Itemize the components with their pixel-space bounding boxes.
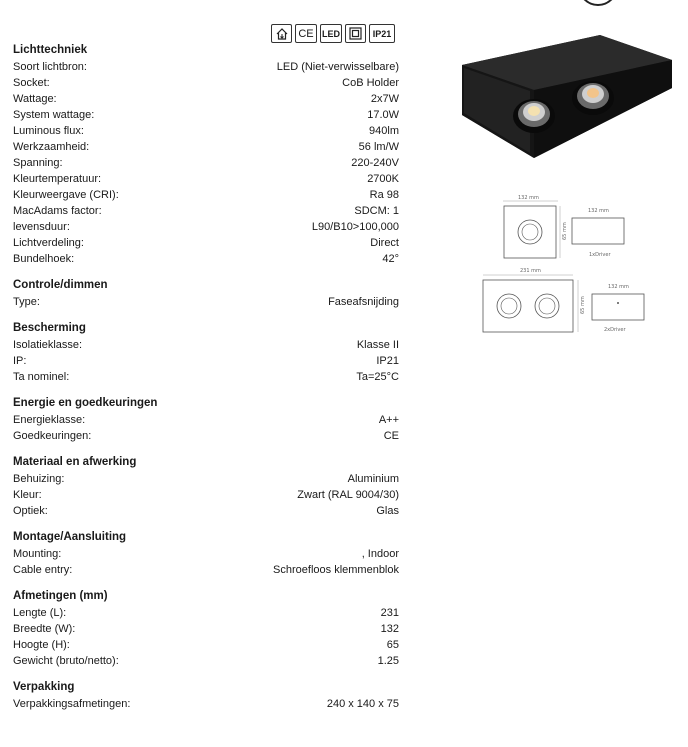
section-title: Lichttechniek: [13, 44, 88, 56]
section-title: Afmetingen (mm): [13, 590, 108, 602]
spec-value: Zwart (RAL 9004/30): [297, 489, 399, 501]
spec-value: 2x7W: [370, 93, 399, 105]
spec-value: 1.25: [377, 655, 399, 667]
spec-key: Ta nominel:: [13, 371, 70, 383]
spec-row: [13, 155, 399, 171]
spec-section: [13, 395, 399, 444]
spec-row: [13, 219, 399, 235]
spec-key: Breedte (W):: [13, 623, 76, 635]
spec-key: Behuizing:: [13, 473, 65, 485]
spec-key: Verpakkingsafmetingen:: [13, 698, 131, 710]
section-title: Energie en goedkeuringen: [13, 397, 158, 409]
spec-key: Hoogte (H):: [13, 639, 70, 651]
spec-value: 220-240V: [351, 157, 399, 169]
d1-width-label: 132 mm: [518, 195, 539, 201]
spec-row: [13, 337, 399, 353]
spec-key: Lichtverdeling:: [13, 237, 84, 249]
d2-width-label: 231 mm: [520, 268, 541, 274]
spec-value: LED (Niet-verwisselbare): [276, 61, 399, 73]
spec-row: [13, 59, 399, 75]
spec-key: Wattage:: [13, 93, 57, 105]
spec-value: Direct: [370, 237, 399, 249]
spec-key: Goedkeuringen:: [13, 430, 92, 442]
spec-row: [13, 91, 399, 107]
spec-value: Ta=25°C: [356, 371, 399, 383]
spec-key: Lengte (L):: [13, 607, 67, 619]
spec-key: Spanning:: [13, 157, 63, 169]
spec-key: Werkzaamheid:: [13, 141, 90, 153]
spec-row: [13, 369, 399, 385]
spec-key: Mounting:: [13, 548, 62, 560]
spec-row: [13, 562, 399, 578]
spec-row: [13, 75, 399, 91]
spec-value: 240 x 140 x 75: [326, 698, 399, 710]
spec-key: Gewicht (bruto/netto):: [13, 655, 119, 667]
spec-key: IP:: [13, 355, 27, 367]
spec-value: Aluminium: [347, 473, 399, 485]
specification-list: [13, 42, 399, 722]
spec-row: [13, 251, 399, 267]
spec-value: CE: [383, 430, 399, 442]
spec-key: Kleurweergave (CRI):: [13, 189, 119, 201]
d2-height-label: 65 mm: [580, 296, 586, 314]
spec-row: [13, 139, 399, 155]
led-icon: LED: [320, 24, 342, 43]
spec-value: IP21: [376, 355, 399, 367]
spec-key: Cable entry:: [13, 564, 73, 576]
spec-row: [13, 235, 399, 251]
spec-value: 42°: [382, 253, 399, 265]
d2-driver-label: 2xDriver: [604, 327, 626, 333]
spec-row: [13, 171, 399, 187]
spec-section: [13, 529, 399, 578]
section-title: Verpakking: [13, 681, 75, 693]
spec-section: [13, 679, 399, 712]
spec-row: [13, 637, 399, 653]
spec-row: [13, 107, 399, 123]
spec-row: [13, 696, 399, 712]
spec-value: 2700K: [367, 173, 399, 185]
spec-value: CoB Holder: [342, 77, 399, 89]
product-photo: [450, 30, 675, 185]
spec-section: [13, 277, 399, 310]
spec-key: Optiek:: [13, 505, 48, 517]
spec-key: Bundelhoek:: [13, 253, 75, 265]
spec-value: Klasse II: [356, 339, 399, 351]
spec-row: [13, 412, 399, 428]
spec-value: 17.0W: [367, 109, 399, 121]
spec-key: Soort lichtbron:: [13, 61, 87, 73]
spec-row: [13, 203, 399, 219]
spec-value: Ra 98: [369, 189, 399, 201]
spec-row: [13, 621, 399, 637]
spec-key: MacAdams factor:: [13, 205, 102, 217]
spec-key: Kleur:: [13, 489, 42, 501]
spec-key: Type:: [13, 296, 40, 308]
spec-section: [13, 42, 399, 267]
spec-value: 940lm: [369, 125, 399, 137]
section-title: Controle/dimmen: [13, 279, 108, 291]
brand-logo-fragment: [578, 0, 618, 13]
dimension-drawings: [478, 192, 658, 346]
spec-row: [13, 471, 399, 487]
house-icon: [271, 24, 292, 43]
spec-row: [13, 187, 399, 203]
spec-value: 65: [386, 639, 399, 651]
spec-key: levensduur:: [13, 221, 70, 233]
spec-value: 132: [380, 623, 399, 635]
spec-key: Kleurtemperatuur:: [13, 173, 102, 185]
ce-mark-icon: CE: [295, 24, 317, 43]
spec-value: Faseafsnijding: [328, 296, 399, 308]
spec-section: [13, 588, 399, 669]
section-title: Montage/Aansluiting: [13, 531, 127, 543]
spec-key: Socket:: [13, 77, 50, 89]
class-ii-icon: [345, 24, 366, 43]
spec-row: [13, 353, 399, 369]
spec-section: [13, 454, 399, 519]
spec-row: [13, 487, 399, 503]
spec-key: System wattage:: [13, 109, 95, 121]
section-title: Bescherming: [13, 322, 86, 334]
spec-key: Energieklasse:: [13, 414, 86, 426]
spec-value: Glas: [376, 505, 399, 517]
spec-key: Luminous flux:: [13, 125, 84, 137]
d1-driver-label: 1xDriver: [589, 252, 611, 258]
spec-row: [13, 503, 399, 519]
spec-value: Schroefloos klemmenblok: [273, 564, 399, 576]
spec-value: A++: [378, 414, 399, 426]
spec-row: [13, 123, 399, 139]
ip21-icon: IP21: [369, 24, 395, 43]
spec-row: [13, 546, 399, 562]
d1-height-label: 65 mm: [562, 222, 568, 240]
section-title: Materiaal en afwerking: [13, 456, 137, 468]
spec-value: SDCM: 1: [354, 205, 399, 217]
spec-key: Isolatieklasse:: [13, 339, 83, 351]
spec-row: [13, 653, 399, 669]
spec-row: [13, 605, 399, 621]
spec-section: [13, 320, 399, 385]
spec-row: [13, 428, 399, 444]
spec-value: , Indoor: [361, 548, 399, 560]
certification-icons: [271, 24, 395, 43]
d2-depth-label: 132 mm: [608, 284, 629, 290]
d1-depth-label: 132 mm: [588, 208, 609, 214]
spec-value: L90/B10>100,000: [311, 221, 399, 233]
spec-value: 56 lm/W: [358, 141, 399, 153]
spec-row: [13, 294, 399, 310]
spec-value: 231: [380, 607, 399, 619]
